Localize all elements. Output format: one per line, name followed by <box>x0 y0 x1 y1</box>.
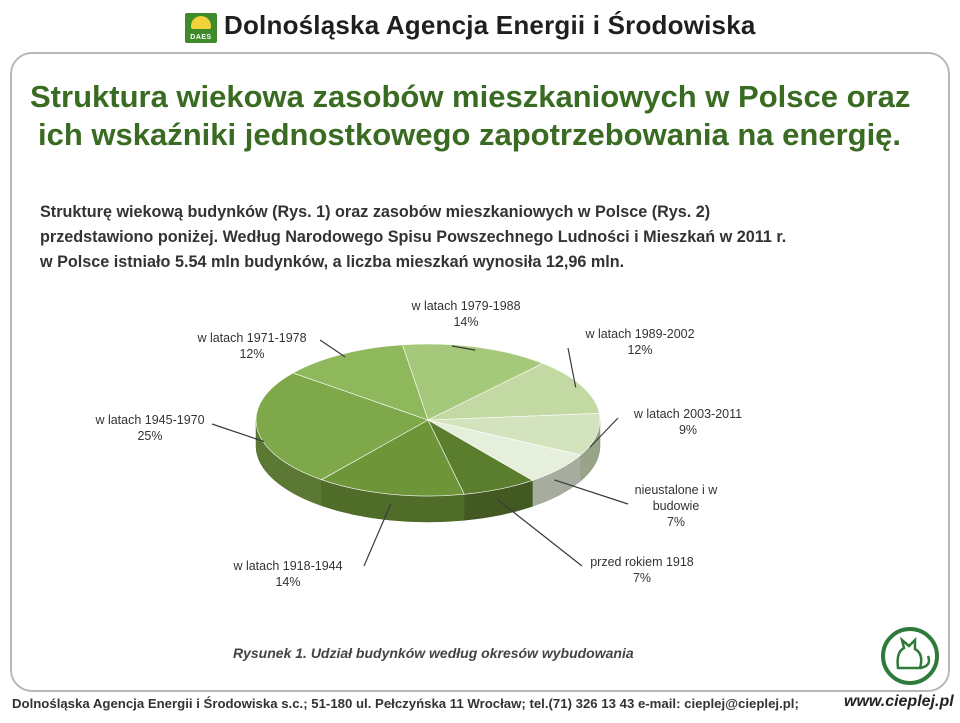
brand-name: Dolnośląska Agencja Energii i Środowiska <box>224 10 756 40</box>
pie-tops <box>256 344 600 496</box>
cat-logo-icon <box>880 622 940 690</box>
leader-line-4 <box>497 499 582 566</box>
slice-value-7: 12% <box>239 347 265 361</box>
slice-label-0: w latach 1979-1988 14% <box>411 299 521 329</box>
title-line-2: ich wskaźniki jednostkowego zapotrzebowania na energię. <box>38 117 902 152</box>
pie-chart <box>0 290 960 630</box>
leader-line-7 <box>320 340 345 357</box>
slice-label-4: przed rokiem 1918 7% <box>590 555 694 585</box>
sun-icon <box>191 16 211 29</box>
slice-value-5: 14% <box>275 575 301 589</box>
slice-value-1: 12% <box>627 343 653 357</box>
slice-value-2: 9% <box>678 423 698 437</box>
slice-value-3: 7% <box>666 515 686 529</box>
chart-caption: Rysunek 1. Udział budynków według okresów wybudowania <box>233 645 634 661</box>
header <box>0 0 960 52</box>
footer-contact: Dolnośląska Agencja Energii i Środowiska s.c.; 51-180 ul. Pełczyńska 11 Wrocław; tel.(71) 326 13 43 e-mail: cieplej@cieplej.pl; <box>12 696 799 711</box>
slice-label-7: w latach 1971-1978 12% <box>197 331 307 361</box>
slice-value-6: 25% <box>137 429 163 443</box>
slice-label-6: w latach 1945-1970 25% <box>95 413 205 443</box>
logo-text: DAES <box>190 34 212 41</box>
intro-line-2: przedstawiono poniżej. Według Narodowego Spisu Powszechnego Ludności i Mieszkań w 2011 r. <box>40 228 787 246</box>
intro-paragraph <box>40 200 860 275</box>
title-line-1: Struktura wiekowa zasobów mieszkaniowych w Polsce oraz <box>30 79 911 114</box>
daes-logo <box>185 13 217 43</box>
intro-line-1: Strukturę wiekową budynków (Rys. 1) oraz zasobów mieszkaniowych w Polsce (Rys. 2) <box>40 203 711 221</box>
slice-value-4: 7% <box>632 571 652 585</box>
page-title <box>30 78 930 154</box>
slice-value-0: 14% <box>453 315 479 329</box>
slice-label-3: nieustalone i w budowie 7% <box>634 483 718 529</box>
slice-label-2: w latach 2003-2011 9% <box>633 407 743 437</box>
footer-website-link[interactable]: www.cieplej.pl <box>844 693 954 710</box>
intro-line-3: w Polsce istniało 5.54 mln budynków, a liczba mieszkań wynosiła 12,96 mln. <box>40 253 625 271</box>
slice-label-1: w latach 1989-2002 12% <box>585 327 695 357</box>
slice-label-5: w latach 1918-1944 14% <box>233 559 343 589</box>
